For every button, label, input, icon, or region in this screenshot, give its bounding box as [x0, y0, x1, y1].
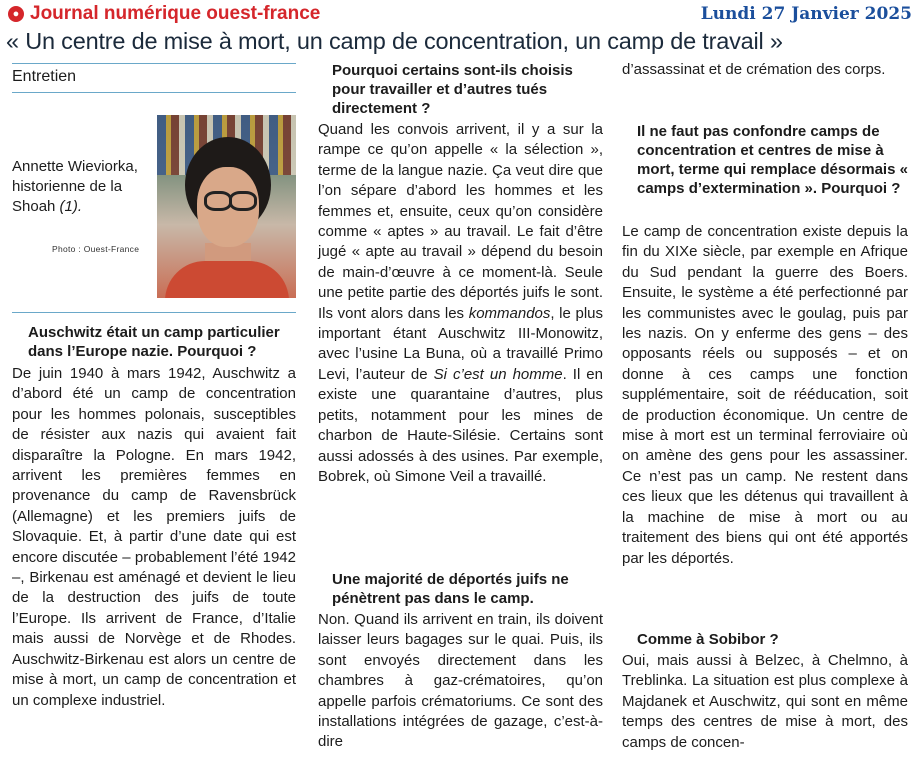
answer-paragraph: Le camp de concentration existe depuis la fin du XIXe siècle, par exemple en Afrique du Sud pendant la guerre des Boers. Ensuite, le système a été perfectionné par les communistes avec le goulag, puis par les nazis. On y enferme des gens – des opposants réels ou supposés – et on donne à ces camps une fonction supplémentaire, soit de rééducation, soit de production économique. Un centre de mise à mort est un terminal ferroviaire où on amène des gens pour les assassiner. Ce n’est pas un camp. Ne restent dans ces lieux que les détenus qui travaillent à la machine de mise à mort ou au traitement des biens qui ont été apportés par les déportés.: [622, 223, 908, 567]
question-heading: Il ne faut pas confondre camps de concentration et centres de mise à mort, terme qui remplace désormais « camps d’extermination ». Pourquoi ?: [637, 123, 908, 197]
divider: [12, 92, 296, 93]
glasses-icon: [204, 191, 232, 211]
question-heading: Une majorité de déportés juifs ne pénètrent pas dans le camp.: [332, 571, 569, 607]
section-tag: Entretien: [12, 68, 77, 85]
journal-title: Journal numérique ouest-france: [30, 3, 321, 24]
question-heading: Pourquoi certains sont-ils choisis pour travailler et d’autres tués directement ?: [332, 62, 573, 117]
answer-paragraph: Quand les convois arrivent, il y a sur la rampe ce qu’on appelle « la sélection », terme de la langue nazie. Ça veut dire que l’on sépare d’abord les hommes et les femmes et, ensuite, ceux qu’on considère comme « aptes » au travail. Le fait d’être jugé « apte au travail » dépend du besoin de main-d’œuvre à ce moment-là. Seule une petite partie des déportés juifs le sont. Ils vont alors dans les kommandos, le plus important étant Auschwitz III-Monowitz, avec l’usine La Buna, où a travaillé Primo Levi, l’auteur de Si c’est un homme. Il en existe une quarantaine d’autres, plus petits, notamment pour les mines de charbon de Haute-Silésie. Certains sont aussi adossés à des usines. Par exemple, Bobrek, où Simone Veil a travaillé.: [318, 121, 603, 485]
answer-paragraph: Non. Quand ils arrivent en train, ils doivent laisser leurs bagages sur le quai. Puis, ils sont envoyés directement dans les chambres à gaz-crématoires, qu’on appelle parfois crématoriums. Ce sont des installations intégrées de gazage, c’est-à-dire: [318, 611, 603, 751]
interviewee-byline: [12, 157, 152, 217]
masthead: [6, 3, 914, 27]
footnote-ref: (1).: [59, 198, 83, 215]
answer-paragraph: d’assassinat et de crémation des corps.: [622, 61, 886, 78]
question-heading: Comme à Sobibor ?: [637, 631, 779, 648]
glasses-icon: [229, 191, 257, 211]
divider: [12, 63, 296, 64]
issue-date: Lundi 27 Janvier 2025: [700, 4, 912, 24]
interviewee-role: historienne de la Shoah (1).: [12, 178, 123, 215]
answer-paragraph: De juin 1940 à mars 1942, Auschwitz a d’abord été un camp de concentration pour les hommes polonais, susceptibles de résister aux nazis qui avaient fait disparaître la Pologne. En mars 1942, arrivent les premières femmes en provenance du camp de Ravensbrück (Allemagne) et les premiers juifs de Slovaquie. Et, à partir d’une date qui est encore discutée – probablement l’été 1942 –, Birkenau est aménagé et devient le lieu de la destruction des juifs de toute l’Europe. Ils arrivent de France, d’Italie mais aussi de Norvège et de Rhodes. Auschwitz-Birkenau est alors un centre de mise à mort, un camp de concentration et un complexe industriel.: [12, 365, 296, 709]
ouest-france-logo-icon: ●: [8, 6, 24, 22]
question-heading: Auschwitz était un camp particulier dans l’Europe nazie. Pourquoi ?: [28, 324, 280, 360]
article-headline: « Un centre de mise à mort, un camp de concentration, un camp de travail »: [6, 28, 783, 54]
divider: [12, 312, 296, 313]
answer-paragraph: Oui, mais aussi à Belzec, à Chelmno, à Treblinka. La situation est plus complexe à Majdanek et Auschwitz, qui sont en même temps des centres de mise à mort, des camps de concen-: [622, 652, 908, 751]
interviewee-name: Annette Wieviorka,: [12, 158, 138, 175]
portrait-photo: [157, 115, 296, 298]
photo-credit: Photo : Ouest-France: [52, 244, 140, 254]
shirt-shape: [165, 261, 289, 298]
